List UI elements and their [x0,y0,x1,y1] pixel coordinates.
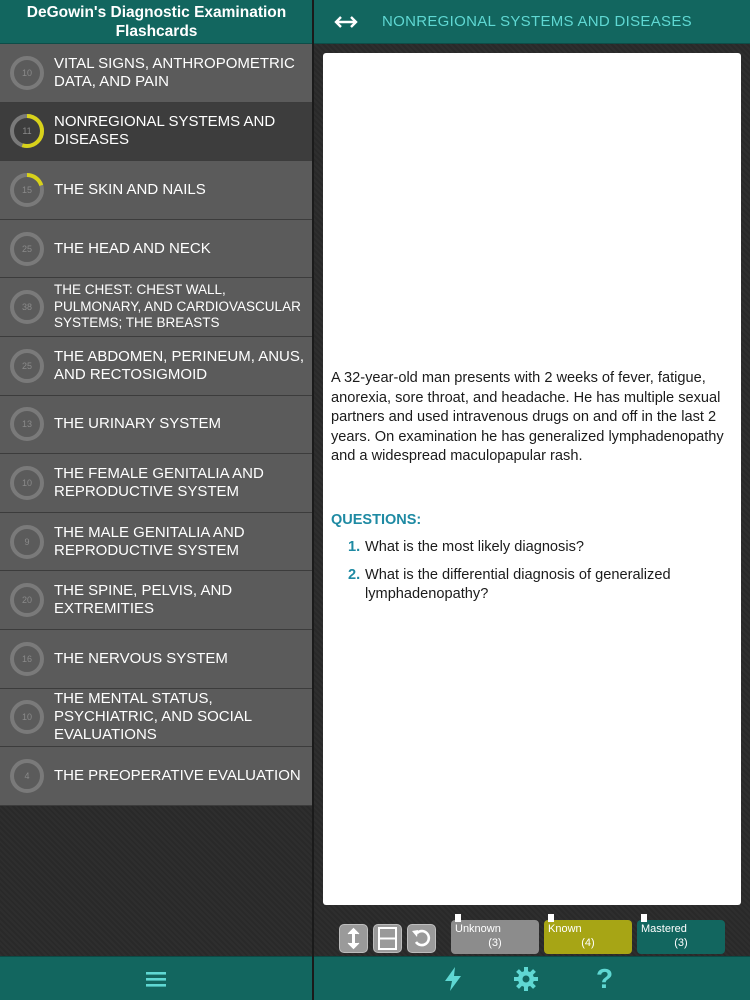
progress-ring-icon [9,758,45,794]
question-text: What is the most likely diagnosis? [365,539,584,555]
sidebar-item-label: THE HEAD AND NECK [54,239,211,257]
questions-title: QUESTIONS: [331,512,422,528]
mastered-count: (3) [674,937,688,949]
deck-card-count: 10 [21,67,32,78]
question-number: 2. [348,566,361,583]
pane-divider [312,0,314,1000]
progress-ring-icon [9,406,45,442]
mastered-button[interactable] [637,920,725,954]
bottom-bar-right [314,956,750,1000]
sidebar-item-label: THE FEMALE GENITALIA AND REPRODUCTIVE SYSTEM [54,464,264,500]
mastered-label: Mastered [641,923,687,935]
vertical-arrows-icon [340,925,367,952]
sidebar-item[interactable] [0,161,312,220]
app-title [0,0,313,44]
sidebar-item[interactable] [0,278,312,337]
progress-ring-icon [9,582,45,618]
unknown-button[interactable] [451,920,539,954]
sidebar-item-label: VITAL SIGNS, ANTHROPOMETRIC DATA, AND PAIN [54,54,295,90]
app-title-line2: Flashcards [115,23,198,40]
progress-ring-icon [9,172,45,208]
deck-card-count: 10 [21,477,32,488]
progress-ring-icon [9,55,45,91]
bottom-bar-left [0,956,313,1000]
status-tab [548,914,554,922]
split-view-icon [374,925,401,952]
card-header [314,0,750,44]
sidebar-item-label: NONREGIONAL SYSTEMS AND DISEASES [54,113,276,149]
lightning-icon[interactable] [442,966,464,992]
expand-horizontal-icon[interactable] [334,15,358,29]
sidebar-item[interactable] [0,689,312,748]
case-text: A 32-year-old man presents with 2 weeks of fever, fatigue, anorexia, sore throat, and headache. He has multiple sexual partners and used intravenous drugs on and off in the last 2 years. On examination he has generalized lymphadenopathy and a widespread maculopapular rash. [331,370,724,464]
sidebar-item-label: THE PREOPERATIVE EVALUATION [54,766,301,784]
question-number: 1. [348,539,361,555]
sidebar-item[interactable] [0,44,312,103]
sidebar-item[interactable] [0,747,312,806]
unknown-label: Unknown [455,923,501,935]
question-item [348,538,728,558]
question-list [348,538,728,613]
deck-card-count: 13 [21,419,32,430]
sidebar [0,44,312,956]
progress-ring-icon [9,348,45,384]
split-view-button[interactable] [373,924,402,953]
progress-ring-icon [9,113,45,149]
sidebar-item-label: THE SKIN AND NAILS [54,180,206,198]
flashcard[interactable] [323,53,741,905]
progress-ring-icon [9,289,45,325]
sidebar-item-label: THE SPINE, PELVIS, AND EXTREMITIES [54,582,233,618]
sidebar-item[interactable] [0,513,312,572]
sidebar-item-label: THE MENTAL STATUS, PSYCHIATRIC, AND SOCIAL EVALUATIONS [54,690,252,744]
deck-card-count: 11 [22,126,32,137]
deck-card-count: 20 [21,595,32,606]
known-button[interactable] [544,920,632,954]
sidebar-item[interactable] [0,220,312,279]
app-title-line1: DeGowin's Diagnostic Examination [26,4,287,21]
progress-ring-icon [9,699,45,735]
sidebar-item[interactable] [0,103,312,162]
status-tab [641,914,647,922]
deck-card-count: 10 [21,712,32,723]
deck-card-count: 38 [21,302,32,313]
sidebar-item-label: THE CHEST: CHEST WALL, PULMONARY, AND CARDIOVASCULAR SYSTEMS; THE BREASTS [54,282,301,331]
rotate-ccw-icon [408,925,435,952]
flip-card-button[interactable] [339,924,368,953]
question-item [348,566,728,605]
question-text: What is the differential diagnosis of generalized lymphadenopathy? [365,566,671,602]
progress-ring-icon [9,465,45,501]
deck-card-count: 4 [24,770,30,781]
deck-card-count: 15 [21,184,32,195]
sidebar-item[interactable] [0,630,312,689]
progress-ring-icon [9,231,45,267]
status-tab [455,914,461,922]
card-area [314,44,750,956]
sidebar-item-label: THE NERVOUS SYSTEM [54,649,228,667]
sidebar-item-label: THE ABDOMEN, PERINEUM, ANUS, AND RECTOSIGMOID [54,347,305,383]
sidebar-item-label: THE MALE GENITALIA AND REPRODUCTIVE SYSTEM [54,523,245,559]
sidebar-item[interactable] [0,396,312,455]
sidebar-item[interactable] [0,337,312,396]
question-mark-icon[interactable]: ? [596,963,614,994]
sidebar-item[interactable] [0,454,312,513]
gear-icon[interactable] [513,966,539,992]
sidebar-item-label: THE URINARY SYSTEM [54,415,221,433]
progress-ring-icon [9,641,45,677]
unknown-count: (3) [488,937,502,949]
deck-card-count: 16 [21,653,32,664]
deck-card-count: 25 [21,360,32,371]
sidebar-item[interactable] [0,571,312,630]
deck-list [0,44,312,806]
hamburger-menu-icon[interactable] [145,969,167,989]
known-count: (4) [581,937,595,949]
deck-card-count: 9 [24,536,30,547]
deck-title: NONREGIONAL SYSTEMS AND DISEASES [382,13,692,30]
deck-card-count: 25 [21,243,32,254]
reset-button[interactable] [407,924,436,953]
progress-ring-icon [9,524,45,560]
known-label: Known [548,923,582,935]
